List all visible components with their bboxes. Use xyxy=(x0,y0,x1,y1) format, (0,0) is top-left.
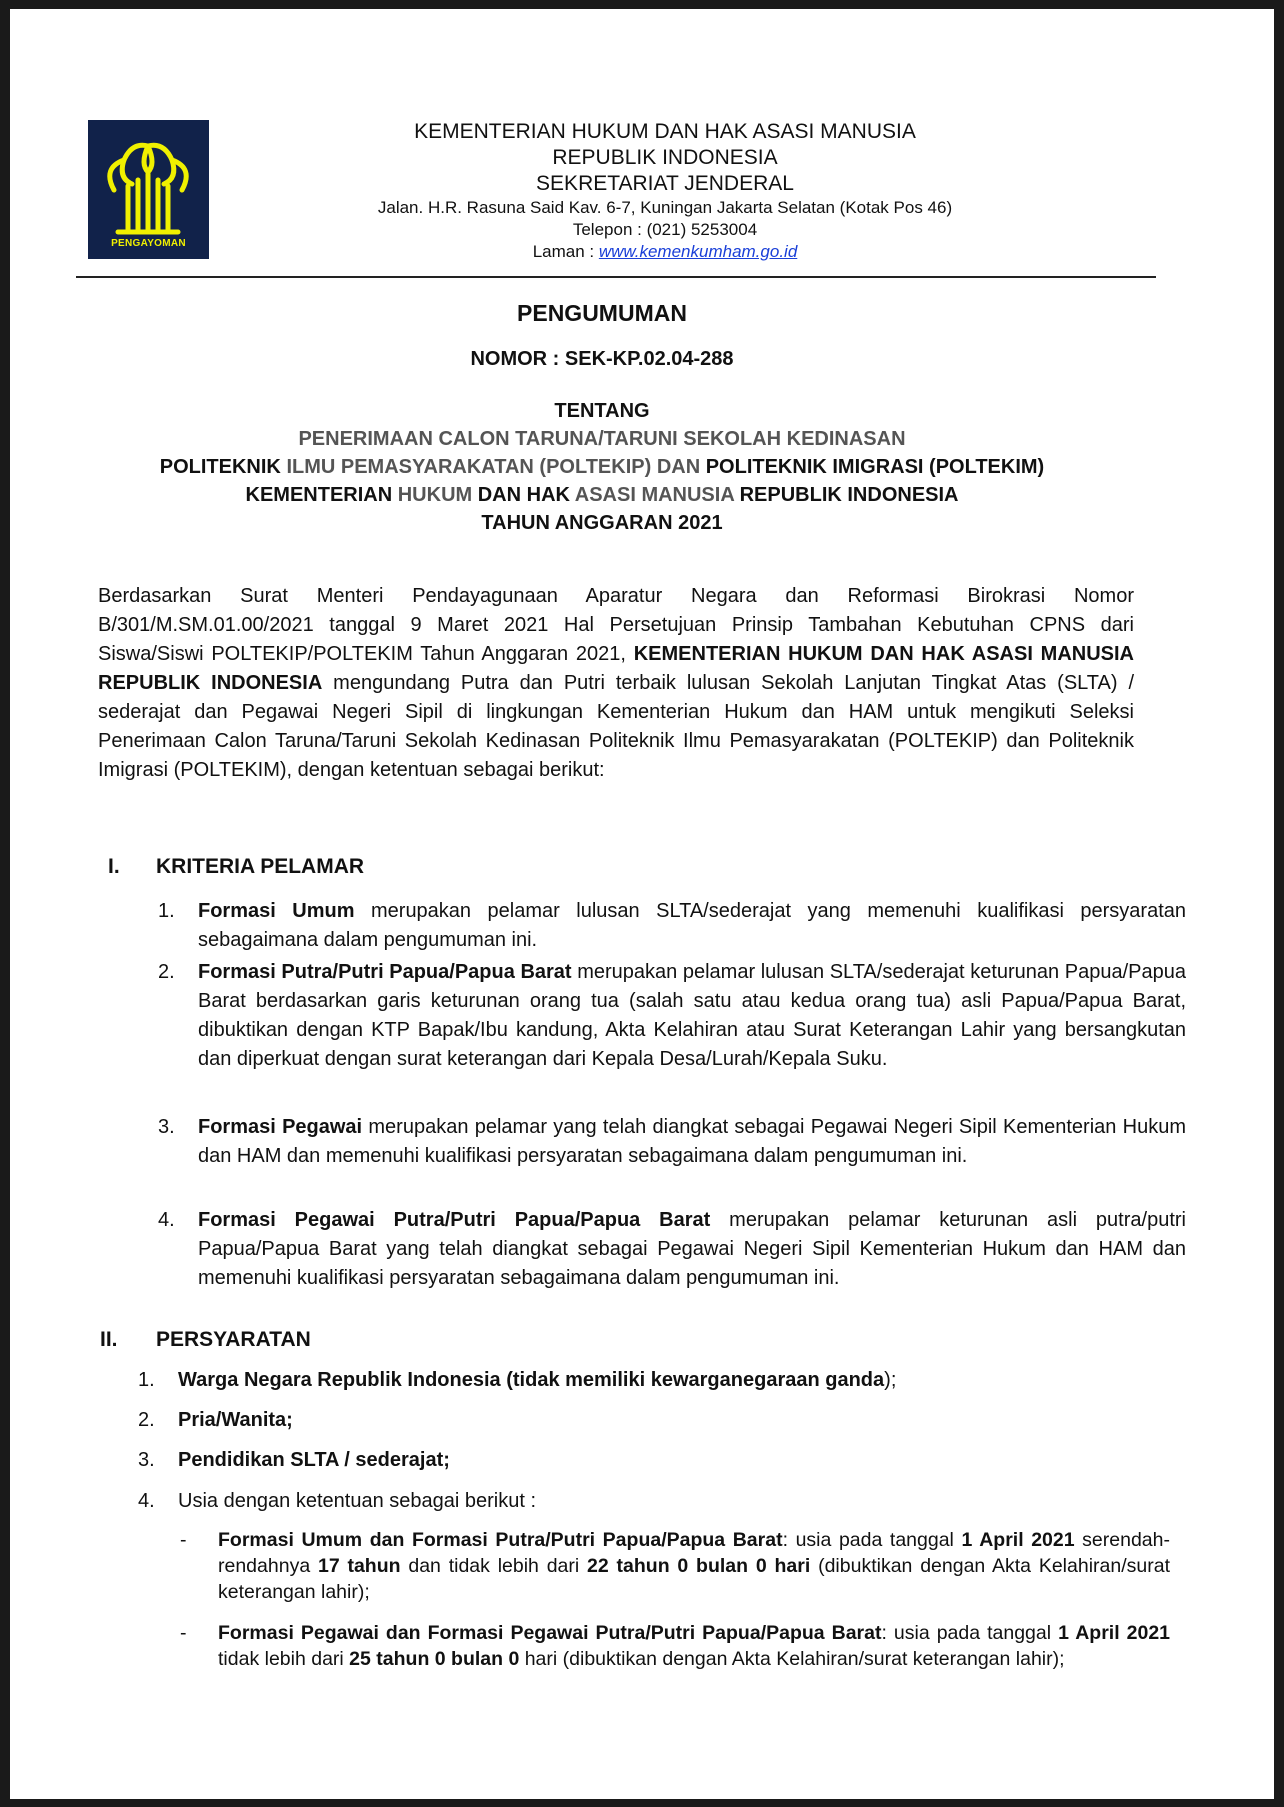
announcement-number: NOMOR : SEK-KP.02.04-288 xyxy=(470,348,734,370)
criteria-item: 3. Formasi Pegawai merupakan pelamar yang telah diangkat sebagai Pegawai Negeri Sipil Kementerian Hukum dan HAM dan memenuhi kualifikasi persyaratan sebagaimana dalam pengumuman ini. xyxy=(158,1116,1186,1167)
address: Jalan. H.R. Rasuna Said Kav. 6-7, Kuningan Jakarta Selatan (Kotak Pos 46) xyxy=(377,198,953,217)
announcement-title: PENGUMUMAN xyxy=(517,300,687,326)
letterhead xyxy=(270,119,1060,263)
announcement-subject xyxy=(60,397,1144,537)
logo-caption: PENGAYOMAN xyxy=(111,238,186,249)
criteria-item: 1. Formasi Umum merupakan pelamar lulusan SLTA/sederajat yang memenuhi kualifikasi persyaratan sebagaimana dalam pengumuman ini. xyxy=(158,900,1186,951)
requirement-item: 4. Usia dengan ketentuan sebagai berikut : xyxy=(138,1490,537,1512)
ministry-name: KEMENTERIAN HUKUM DAN HAK ASASI MANUSIA xyxy=(414,120,916,143)
requirement-item: 2. Pria/Wanita; xyxy=(138,1409,293,1431)
section-2-title: PERSYARATAN xyxy=(156,1328,311,1351)
subject-line-3: KEMENTERIAN HUKUM DAN HAK ASASI MANUSIA REPUBLIK INDONESIA xyxy=(245,484,959,506)
subject-line-4: TAHUN ANGGARAN 2021 xyxy=(481,512,723,534)
website-line xyxy=(270,241,1060,263)
requirement-item: 1. Warga Negara Republik Indonesia (tidak memiliki kewarganegaraan ganda); xyxy=(138,1369,897,1391)
header-divider xyxy=(76,276,1156,278)
criteria-item: 2. Formasi Putra/Putri Papua/Papua Barat merupakan pelamar lulusan SLTA/sederajat keturunan Papua/Papua Barat berdasarkan garis keturunan orang tua (salah satu atau kedua orang tua) asli Papua/Papua Barat, dibuktikan dengan KTP Bapak/Ibu kandung, Akta Kelahiran atau Surat Keterangan Lahir yang bersangkutan dan diperkuat dengan surat keterangan dari Kepala Desa/Lurah/Kepala Suku. xyxy=(158,961,1186,1070)
intro-paragraph: Berdasarkan Surat Menteri Pendayagunaan Aparatur Negara dan Reformasi Birokrasi Nomor B/301/M.SM.01.00/2021 tanggal 9 Maret 2021 Hal Persetujuan Prinsip Tambahan Kebutuhan CPNS dari Siswa/Siswi POLTEKIP/POLTEKIM Tahun Anggaran 2021, KEMENTERIAN HUKUM DAN HAK ASASI MANUSIA REPUBLIK INDONESIA mengundang Putra dan Putri terbaik lulusan Sekolah Lanjutan Tingkat Atas (SLTA) / sederajat dan Pegawai Negeri Sipil di lingkungan Kementerian Hukum dan HAM untuk mengikuti Seleksi Penerimaan Calon Taruna/Taruni Sekolah Kedinasan Politeknik Ilmu Pemasyarakatan (POLTEKIP) dan Politeknik Imigrasi (POLTEKIM), dengan ketentuan sebagai berikut: xyxy=(98,585,1134,781)
tentang-label: TENTANG xyxy=(554,400,650,422)
subject-line-2: POLITEKNIK ILMU PEMASYARAKATAN (POLTEKIP) DAN POLITEKNIK IMIGRASI (POLTEKIM) xyxy=(159,456,1045,478)
kemenkumham-logo xyxy=(88,120,209,259)
section-2-number: II. xyxy=(100,1328,118,1351)
phone: Telepon : (021) 5253004 xyxy=(572,220,758,239)
country-name: REPUBLIK INDONESIA xyxy=(552,146,778,169)
section-1-number: I. xyxy=(108,855,120,878)
section-1-title: KRITERIA PELAMAR xyxy=(156,855,365,878)
website-link[interactable]: www.kemenkumham.go.id xyxy=(598,242,798,261)
website-label: Laman : xyxy=(532,242,599,261)
requirement-item: 3. Pendidikan SLTA / sederajat; xyxy=(138,1449,450,1471)
subject-line-1: PENERIMAAN CALON TARUNA/TARUNI SEKOLAH KEDINASAN xyxy=(298,428,906,450)
age-rule-employee: - Formasi Pegawai dan Formasi Pegawai Putra/Putri Papua/Papua Barat: usia pada tanggal 1 April 2021 tidak lebih dari 25 tahun 0 bulan 0 hari (dibuktikan dengan Akta Kelahiran/surat keterangan lahir); xyxy=(180,1622,1171,1670)
criteria-item: 4. Formasi Pegawai Putra/Putri Papua/Papua Barat merupakan pelamar keturunan asli putra/putri Papua/Papua Barat yang telah diangkat sebagai Pegawai Negeri Sipil Kementerian Hukum dan HAM dan memenuhi kualifikasi persyaratan sebagaimana dalam pengumuman ini. xyxy=(158,1209,1186,1289)
secretariat-name: SEKRETARIAT JENDERAL xyxy=(536,172,794,195)
age-rule-general: - Formasi Umum dan Formasi Putra/Putri Papua/Papua Barat: usia pada tanggal 1 April 2021 serendah-rendahnya 17 tahun dan tidak lebih dari 22 tahun 0 bulan 0 hari (dibuktikan dengan Akta Kelahiran/surat keterangan lahir); xyxy=(180,1529,1170,1603)
